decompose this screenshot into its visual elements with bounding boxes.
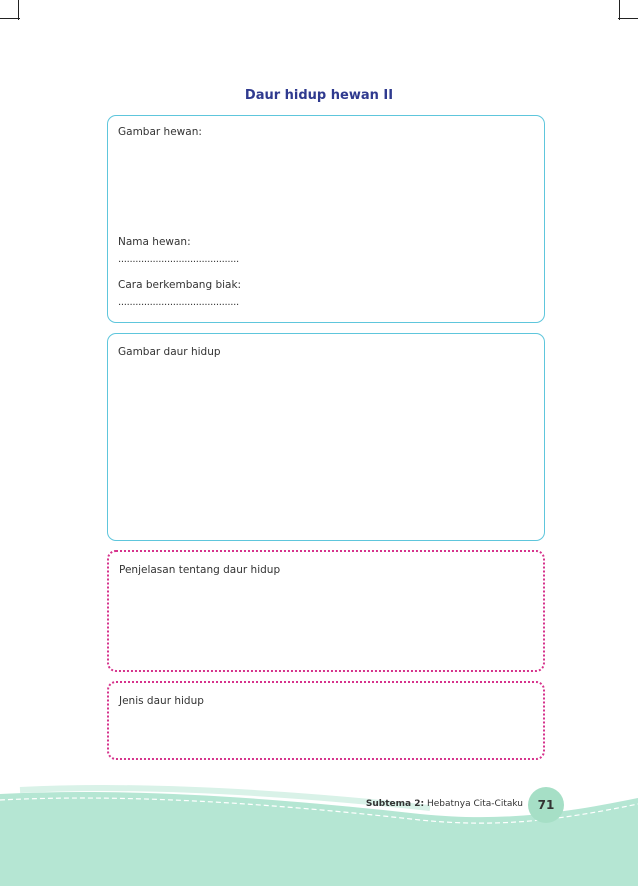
crop-mark <box>619 0 620 20</box>
life-cycle-picture-label: Gambar daur hidup <box>118 346 221 358</box>
crop-mark <box>0 18 20 19</box>
footer-subtheme <box>366 799 523 809</box>
animal-picture-label: Gambar hewan: <box>118 126 202 138</box>
subtheme-label: Subtema 2: <box>365 799 425 809</box>
life-cycle-explanation-label: Penjelasan tentang daur hidup <box>119 564 281 576</box>
breeding-method-blank[interactable]: .......................................... <box>118 297 239 308</box>
life-cycle-type-box[interactable] <box>107 681 545 760</box>
page-title: Daur hidup hewan II <box>244 88 394 103</box>
page-number: 71 <box>528 787 564 823</box>
breeding-method-label: Cara berkembang biak: <box>118 279 242 291</box>
life-cycle-picture-box[interactable] <box>107 333 545 541</box>
animal-info-box <box>107 115 545 323</box>
life-cycle-explanation-box[interactable] <box>107 550 545 672</box>
animal-name-label: Nama hewan: <box>118 236 191 248</box>
life-cycle-type-label: Jenis daur hidup <box>119 695 204 707</box>
subtheme-title: Hebatnya Cita-Citaku <box>426 799 523 809</box>
crop-mark <box>18 0 19 20</box>
crop-mark <box>618 18 638 19</box>
animal-name-blank[interactable]: .......................................... <box>118 254 239 265</box>
